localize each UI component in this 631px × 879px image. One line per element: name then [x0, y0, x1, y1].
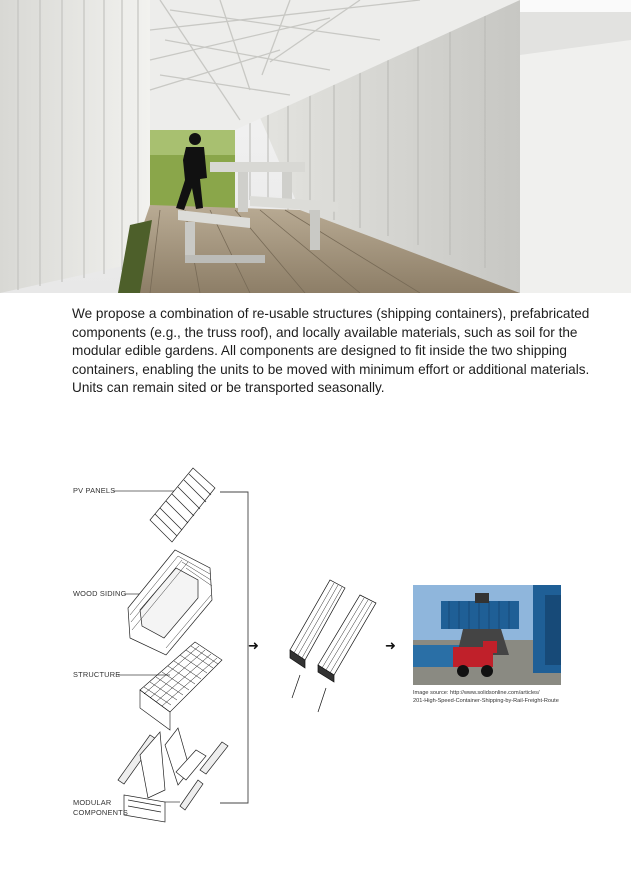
hero-rendering-image [0, 0, 631, 293]
modular-components-drawing [118, 728, 228, 822]
wood-siding-drawing [128, 550, 212, 655]
caption-line-2: 201-High-Speed-Container-Shipping-by-Rail-Freight-Route [413, 698, 559, 704]
label-structure: STRUCTURE [73, 670, 121, 679]
assembly-bracket [220, 492, 248, 803]
photo-caption [413, 689, 593, 705]
intro-paragraph: We propose a combination of re-usable structures (shipping containers), prefabricated components (e.g., the truss roof), and locally available materials, such as soil for the modular edible gardens. All components are designed to fit inside the two shipping containers, enabling the units to be moved with minimum effort or additional materials. Units can remain sited or be transported seasonally. [72, 306, 590, 395]
structure-drawing [140, 642, 222, 730]
pv-panels-drawing [150, 468, 215, 542]
container-truck-photo [413, 585, 561, 685]
label-wood-siding: WOOD SIDING [73, 589, 127, 598]
arrow-right-icon: ➜ [248, 639, 259, 654]
label-pv-panels: PV PANELS [73, 486, 116, 495]
label-modular: MODULAR [73, 798, 112, 807]
label-components: COMPONENTS [73, 808, 128, 817]
arrow-right-icon: ➜ [385, 639, 396, 654]
two-containers-drawing [290, 580, 376, 712]
caption-line-1: Image source: http://www.solidsonline.com/articles/ [413, 690, 540, 696]
